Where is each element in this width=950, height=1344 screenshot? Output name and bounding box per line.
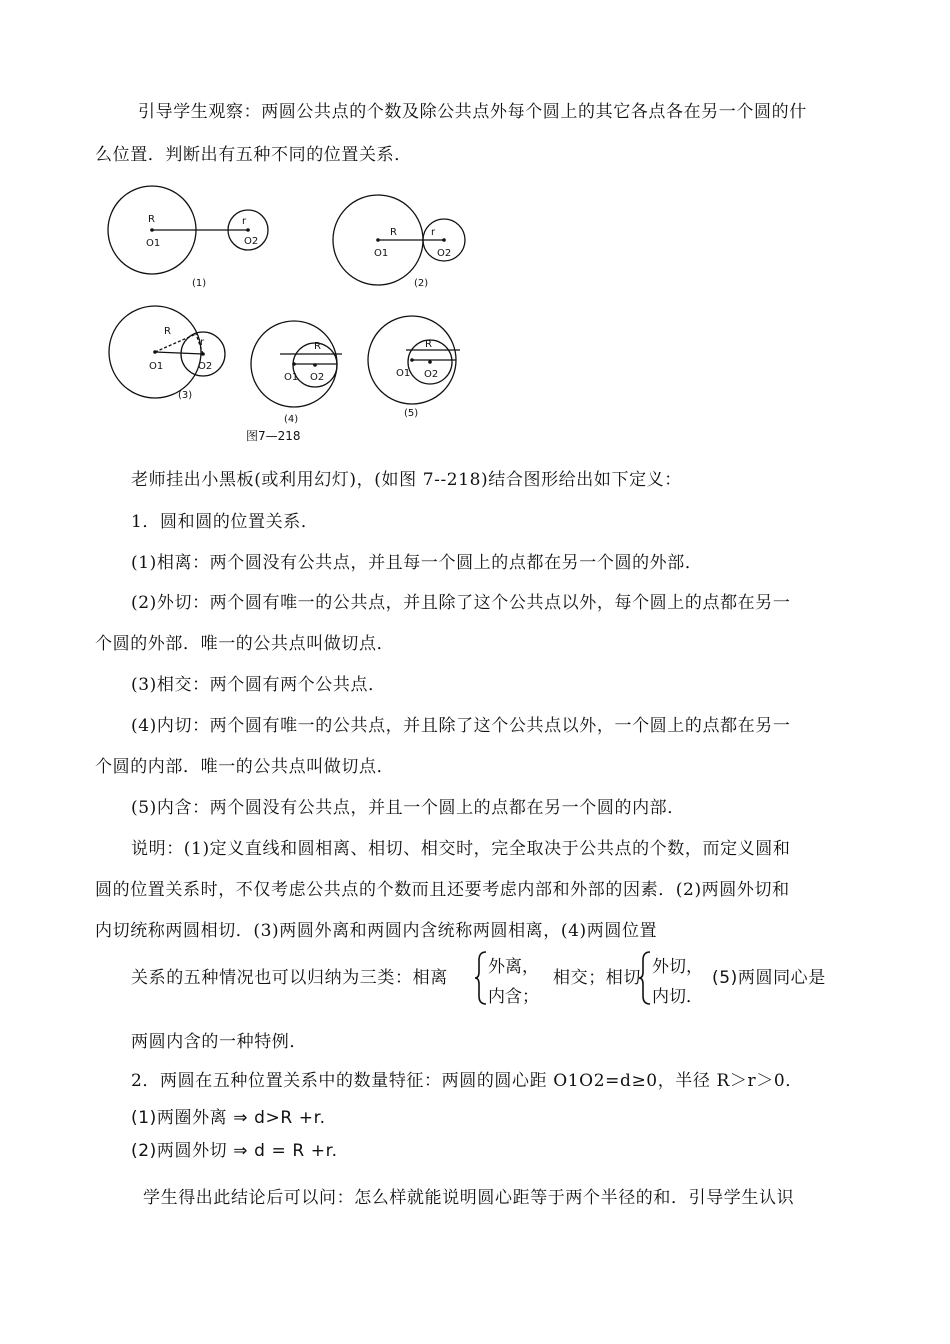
classify-option-tangent-inner: 内切． xyxy=(652,987,703,1007)
fig4-label-o2: O2 xyxy=(310,372,325,383)
definition-3: (3)相交：两个圆有两个公共点． xyxy=(131,675,386,695)
definition-4b: 个圆的内部．唯一的公共点叫做切点． xyxy=(95,757,395,777)
fig4-label-o1: O1 xyxy=(284,372,299,383)
fig2-label-R: R xyxy=(390,227,397,238)
definition-4a: (4)内切：两个圆有唯一的公共点，并且除了这个公共点以外，一个圆上的点都在另一 xyxy=(131,716,791,736)
intro-line-2: 么位置．判断出有五种不同的位置关系． xyxy=(95,145,412,165)
classify-option-tangent-outer: 外切， xyxy=(652,957,703,977)
fig4-label-R: R xyxy=(314,341,321,352)
fig1-label-R: R xyxy=(148,214,155,225)
classify-option-separate-inner: 内含； xyxy=(488,987,539,1007)
fig3-label-r: r xyxy=(200,337,205,348)
fig2-label-o1: O1 xyxy=(374,248,389,259)
fig2-label-r: r xyxy=(431,227,436,238)
classify-suffix: (5)两圆同心是 xyxy=(712,968,826,988)
fig1-label-o1: O1 xyxy=(146,238,161,249)
fig1-caption: (1) xyxy=(192,278,207,289)
fig4-caption: (4) xyxy=(284,414,299,425)
teacher-line: 老师挂出小黑板(或利用幻灯)，(如图 7--218)结合图形给出如下定义： xyxy=(131,470,682,490)
left-brace-icon xyxy=(638,950,652,1006)
fig5-label-o2: O2 xyxy=(424,369,439,380)
quantity-features-title: 2．两圆在五种位置关系中的数量特征：两圆的圆心距 O1O2=d≥0，半径 R＞r＞0． xyxy=(131,1071,803,1091)
figure-caption: 图7—218 xyxy=(246,429,301,442)
note-line-1: 说明：(1)定义直线和圆相离、相切、相交时，完全取决于公共点的个数，而定义圆和 xyxy=(131,839,791,859)
circle-position-figure xyxy=(100,182,620,442)
note-line-2: 圆的位置关系时，不仅考虑公共点的个数而且还要考虑内部和外部的因素．(2)两圆外切和 xyxy=(95,880,790,900)
fig5-label-R: R xyxy=(425,339,432,350)
classify-option-separate-outer: 外离， xyxy=(488,957,539,977)
classify-prefix: 关系的五种情况也可以归纳为三类：相离 xyxy=(131,968,448,988)
special-case-line: 两圆内含的一种特例． xyxy=(131,1032,307,1052)
fig5-label-o1: O1 xyxy=(396,368,411,379)
formula-external-tangent: (2)两圆外切 ⇒ d = R +r. xyxy=(131,1141,338,1161)
fig3-label-R: R xyxy=(164,326,171,337)
fig3-caption: (3) xyxy=(178,390,193,401)
formula-separate: (1)两圈外离 ⇒ d>R +r. xyxy=(131,1108,326,1128)
fig1-label-o2: O2 xyxy=(244,236,259,247)
left-brace-icon xyxy=(474,950,488,1006)
intro-line-1: 引导学生观察：两圆公共点的个数及除公共点外每个圆上的其它各点各在另一个圆的什 xyxy=(138,102,807,122)
fig2-label-o2: O2 xyxy=(437,248,452,259)
fig1-label-r: r xyxy=(242,216,247,227)
fig3-label-o1: O1 xyxy=(149,361,164,372)
fig3-label-o2: O2 xyxy=(198,361,213,372)
fig5-caption: (5) xyxy=(404,408,419,419)
last-line: 学生得出此结论后可以问：怎么样就能说明圆心距等于两个半径的和．引导学生认识 xyxy=(143,1188,795,1208)
definition-2a: (2)外切：两个圆有唯一的公共点，并且除了这个公共点以外，每个圆上的点都在另一 xyxy=(131,593,791,613)
definition-1: (1)相离：两个圆没有公共点，并且每一个圆上的点都在另一个圆的外部． xyxy=(131,553,703,573)
definition-2b: 个圆的外部．唯一的公共点叫做切点． xyxy=(95,634,395,654)
definition-title: 1．圆和圆的位置关系． xyxy=(131,512,319,532)
fig2-caption: (2) xyxy=(414,278,429,289)
note-line-3: 内切统称两圆相切．(3)两圆外离和两圆内含统称两圆相离，(4)两圆位置 xyxy=(95,921,658,941)
classify-middle: 相交；相切 xyxy=(553,968,641,988)
definition-5: (5)内含：两个圆没有公共点，并且一个圆上的点都在另一个圆的内部． xyxy=(131,798,685,818)
